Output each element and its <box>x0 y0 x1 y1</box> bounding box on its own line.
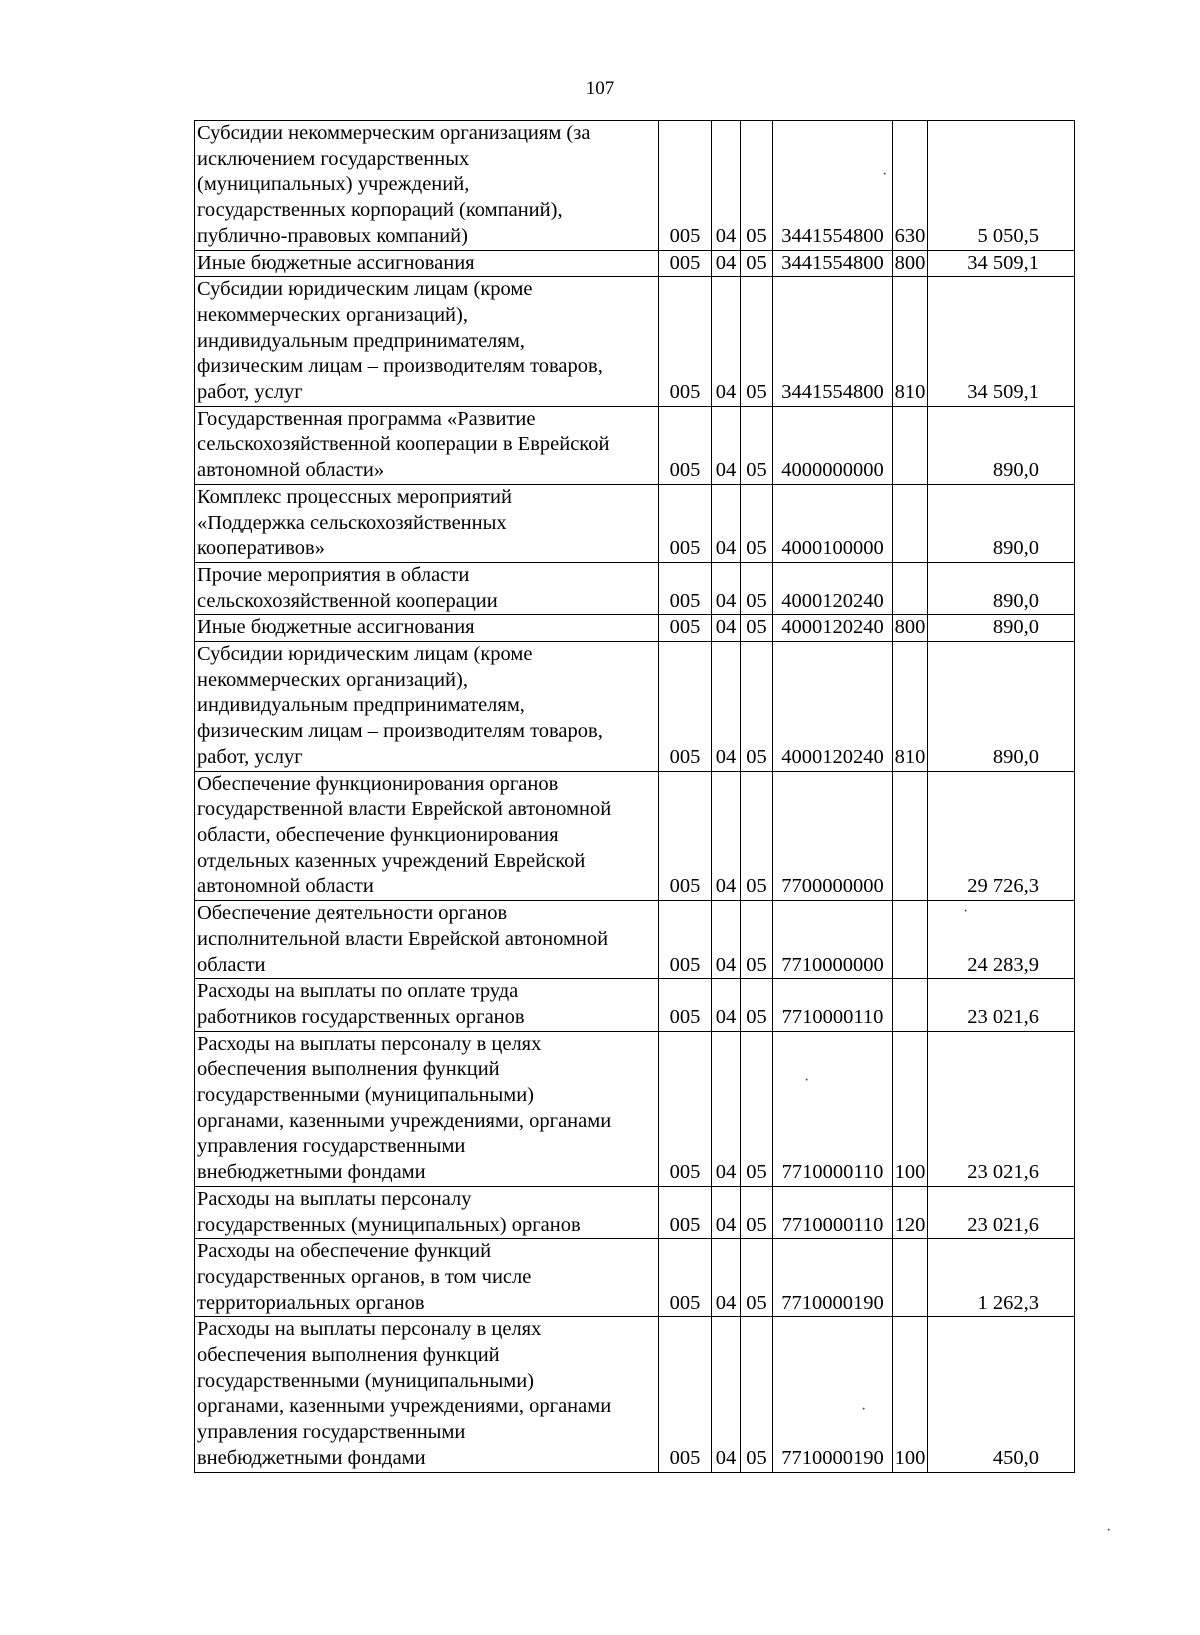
scan-speck: · <box>882 166 888 183</box>
section-code: 04 <box>712 1239 741 1317</box>
amount: 1 262,3 <box>928 1239 1075 1317</box>
amount: 890,0 <box>928 615 1075 642</box>
table-row <box>195 562 1075 614</box>
amount: 23 021,6 <box>928 1186 1075 1238</box>
ministry-code: 005 <box>659 1239 712 1317</box>
amount: 450,0 <box>928 1317 1075 1472</box>
target-article: 3441554800 <box>773 250 893 277</box>
target-article: 7710000110 <box>773 979 893 1031</box>
subsection-code: 05 <box>741 901 773 979</box>
section-code: 04 <box>712 771 741 901</box>
table-row <box>195 277 1075 407</box>
amount: 890,0 <box>928 484 1075 562</box>
target-article: 3441554800 <box>773 121 893 251</box>
ministry-code: 005 <box>659 979 712 1031</box>
expense-type: 630 <box>893 121 928 251</box>
expense-type: 810 <box>893 642 928 772</box>
expense-type: 800 <box>893 250 928 277</box>
section-code: 04 <box>712 277 741 407</box>
target-article: 3441554800 <box>773 277 893 407</box>
section-code: 04 <box>712 406 741 484</box>
section-code: 04 <box>712 562 741 614</box>
row-name: Субсидии некоммерческим организациям (за исключением государственных (муниципальных) учреждений, государственных корпораций (компаний), публично-правовых компаний) <box>195 121 659 251</box>
subsection-code: 05 <box>741 562 773 614</box>
expense-type <box>893 406 928 484</box>
expense-type: 100 <box>893 1031 928 1186</box>
target-article: 4000120240 <box>773 642 893 772</box>
amount: 23 021,6 <box>928 1031 1075 1186</box>
ministry-code: 005 <box>659 1031 712 1186</box>
amount: 890,0 <box>928 642 1075 772</box>
subsection-code: 05 <box>741 277 773 407</box>
subsection-code: 05 <box>741 615 773 642</box>
expense-type: 800 <box>893 615 928 642</box>
subsection-code: 05 <box>741 1317 773 1472</box>
row-name: Иные бюджетные ассигнования <box>195 615 659 642</box>
section-code: 04 <box>712 642 741 772</box>
expense-type <box>893 979 928 1031</box>
section-code: 04 <box>712 901 741 979</box>
row-name: Обеспечение деятельности органов исполнительной власти Еврейской автономной области <box>195 901 659 979</box>
target-article: 7710000190 <box>773 1317 893 1472</box>
subsection-code: 05 <box>741 250 773 277</box>
table-row <box>195 121 1075 251</box>
table-row <box>195 1186 1075 1238</box>
scan-speck: · <box>1106 1522 1112 1539</box>
section-code: 04 <box>712 979 741 1031</box>
table-row <box>195 615 1075 642</box>
table-row <box>195 1031 1075 1186</box>
table-row <box>195 1317 1075 1472</box>
target-article: 4000120240 <box>773 615 893 642</box>
subsection-code: 05 <box>741 979 773 1031</box>
row-name: Субсидии юридическим лицам (кроме некоммерческих организаций), индивидуальным предпринимателям, физическим лицам – производителям товаров, работ, услуг <box>195 642 659 772</box>
target-article: 7710000000 <box>773 901 893 979</box>
expense-type <box>893 771 928 901</box>
amount: 890,0 <box>928 562 1075 614</box>
subsection-code: 05 <box>741 121 773 251</box>
ministry-code: 005 <box>659 562 712 614</box>
row-name: Расходы на выплаты персоналу в целях обеспечения выполнения функций государственными (муниципальными) органами, казенными учреждениями, органами управления государственными внебюджетными фондами <box>195 1317 659 1472</box>
subsection-code: 05 <box>741 406 773 484</box>
row-name: Расходы на выплаты по оплате труда работников государственных органов <box>195 979 659 1031</box>
section-code: 04 <box>712 121 741 251</box>
table-row <box>195 1239 1075 1317</box>
amount: 5 050,5 <box>928 121 1075 251</box>
ministry-code: 005 <box>659 277 712 407</box>
table-row <box>195 484 1075 562</box>
page-number: 107 <box>585 78 615 99</box>
budget-table <box>194 120 1075 1473</box>
subsection-code: 05 <box>741 1031 773 1186</box>
scan-speck: · <box>963 903 969 920</box>
row-name: Расходы на выплаты персоналу государственных (муниципальных) органов <box>195 1186 659 1238</box>
row-name: Прочие мероприятия в области сельскохозяйственной кооперации <box>195 562 659 614</box>
row-name: Государственная программа «Развитие сельскохозяйственной кооперации в Еврейской автономной области» <box>195 406 659 484</box>
target-article: 4000120240 <box>773 562 893 614</box>
expense-type <box>893 901 928 979</box>
ministry-code: 005 <box>659 901 712 979</box>
row-name: Расходы на обеспечение функций государственных органов, в том числе территориальных органов <box>195 1239 659 1317</box>
expense-type: 810 <box>893 277 928 407</box>
expense-type: 120 <box>893 1186 928 1238</box>
ministry-code: 005 <box>659 484 712 562</box>
section-code: 04 <box>712 484 741 562</box>
table-row <box>195 901 1075 979</box>
target-article: 7700000000 <box>773 771 893 901</box>
section-code: 04 <box>712 1317 741 1472</box>
row-name: Расходы на выплаты персоналу в целях обеспечения выполнения функций государственными (муниципальными) органами, казенными учреждениями, органами управления государственными внебюджетными фондами <box>195 1031 659 1186</box>
subsection-code: 05 <box>741 1239 773 1317</box>
ministry-code: 005 <box>659 250 712 277</box>
table-row <box>195 979 1075 1031</box>
ministry-code: 005 <box>659 121 712 251</box>
amount: 34 509,1 <box>928 250 1075 277</box>
target-article: 4000000000 <box>773 406 893 484</box>
row-name: Субсидии юридическим лицам (кроме некоммерческих организаций), индивидуальным предпринимателям, физическим лицам – производителям товаров, работ, услуг <box>195 277 659 407</box>
target-article: 7710000110 <box>773 1186 893 1238</box>
row-name: Обеспечение функционирования органов государственной власти Еврейской автономной области, обеспечение функционирования отдельных казенных учреждений Еврейской автономной области <box>195 771 659 901</box>
ministry-code: 005 <box>659 1186 712 1238</box>
subsection-code: 05 <box>741 1186 773 1238</box>
amount: 23 021,6 <box>928 979 1075 1031</box>
subsection-code: 05 <box>741 484 773 562</box>
ministry-code: 005 <box>659 771 712 901</box>
subsection-code: 05 <box>741 771 773 901</box>
scan-speck: · <box>861 1401 867 1418</box>
subsection-code: 05 <box>741 642 773 772</box>
expense-type <box>893 484 928 562</box>
ministry-code: 005 <box>659 406 712 484</box>
row-name: Комплекс процессных мероприятий «Поддержка сельскохозяйственных кооперативов» <box>195 484 659 562</box>
section-code: 04 <box>712 1186 741 1238</box>
table-row <box>195 250 1075 277</box>
section-code: 04 <box>712 615 741 642</box>
table-row <box>195 406 1075 484</box>
expense-type <box>893 1239 928 1317</box>
row-name: Иные бюджетные ассигнования <box>195 250 659 277</box>
amount: 890,0 <box>928 406 1075 484</box>
ministry-code: 005 <box>659 1317 712 1472</box>
target-article: 4000100000 <box>773 484 893 562</box>
target-article: 7710000190 <box>773 1239 893 1317</box>
table-row <box>195 642 1075 772</box>
expense-type: 100 <box>893 1317 928 1472</box>
expense-type <box>893 562 928 614</box>
amount: 29 726,3 <box>928 771 1075 901</box>
section-code: 04 <box>712 250 741 277</box>
amount: 34 509,1 <box>928 277 1075 407</box>
amount: 24 283,9 <box>928 901 1075 979</box>
table-row <box>195 771 1075 901</box>
section-code: 04 <box>712 1031 741 1186</box>
ministry-code: 005 <box>659 615 712 642</box>
ministry-code: 005 <box>659 642 712 772</box>
scan-speck: · <box>804 1072 810 1089</box>
target-article: 7710000110 <box>773 1031 893 1186</box>
